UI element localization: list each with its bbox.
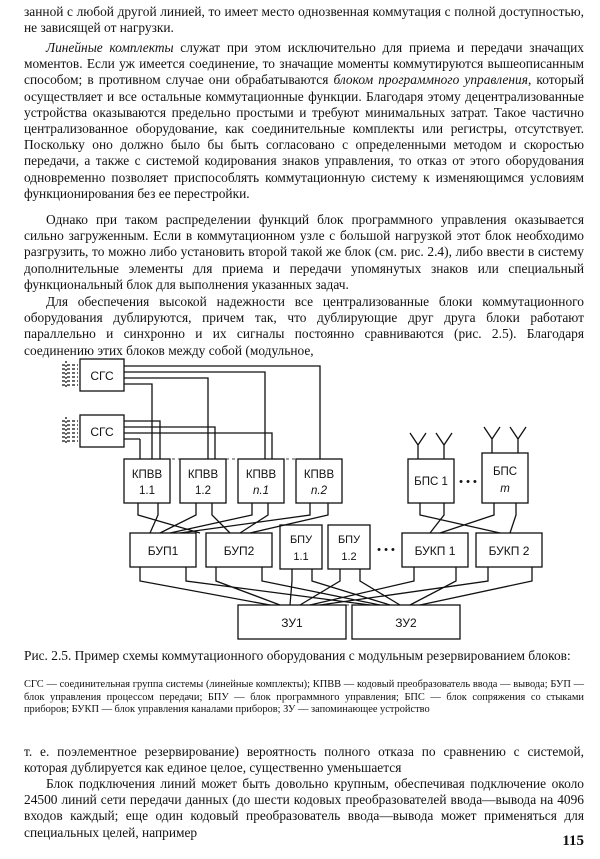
bpu-ellipsis: • • • <box>377 544 395 556</box>
kpvv-2-index: 1.2 <box>195 485 211 497</box>
bps-m-index: m <box>500 483 510 495</box>
term-linear-sets: Линейные комплекты <box>46 40 174 55</box>
zu-1-label: ЗУ1 <box>281 616 303 630</box>
sgs-2-label: СГС <box>90 425 114 439</box>
bps-ellipsis: • • • <box>459 476 477 488</box>
kpvv-1-index: 1.1 <box>139 485 155 497</box>
bpu-2-index: 1.2 <box>341 551 357 563</box>
sgs-1-label: СГС <box>90 369 114 383</box>
kpvv-bup-links <box>138 503 328 533</box>
kpvv-3-label: КПВВ <box>245 469 277 481</box>
figure-2-5-diagram <box>0 355 600 650</box>
bpu-1-index: 1.1 <box>293 551 309 563</box>
kpvv-4-index: n.2 <box>311 485 327 497</box>
bup-1-label: БУП1 <box>147 544 179 558</box>
figure-legend: СГС — соединительная группа системы (линейные комплекты); КПВВ — кодовый преобразователь ввода — вывода; БУП — блок управления процессом передачи; БПУ — блок программного управления; БПС — блок сопряжения со стыками приборов; БУКП — блок управления каналами приборов; ЗУ — запоминающее устройство <box>24 679 584 716</box>
body-paragraph-reliability: Для обеспечения высокой надежности все централизованные блоки коммутационного оборудования дублируются, причем так, что дублирующие друг друга блоки работают параллельно и синхронно и их сигналы постоянно сравниваются (рис. 2.5). Благодаря соединению этих блоков между собой (модульное, <box>24 294 584 358</box>
sgs-2-inputs <box>62 421 78 441</box>
sgs-1-inputs <box>62 365 78 385</box>
sgs-2-links <box>124 421 272 459</box>
linear-text-b: , который осуществляет и все остальные коммутационные функции. Благодаря этому децентрализованные устройства оказываются предельно простыми и требуют минимальных затрат. Такое частично централизованное оборудование, как соединительные комплекты или регистры, отсутствует. Поскольку оно должно было бы быть согласовано с определенными методом и скоростью передачи, а также с системой кодирования знаков управления, то отказ от этого оборудования одновременно позволяет приспособлять коммутационную систему к изменяющимся условиям функционирования без ее перестройки. <box>24 72 585 201</box>
bps-bukp-links <box>420 503 516 533</box>
term-program-control-block: блоком программного управления <box>333 72 528 88</box>
bps-m-antenna <box>484 427 526 453</box>
body-paragraph-load: Однако при таком распределении функций блок программного управления оказывается сильно загруженным. Если в коммутационном узле с большой нагрузкой этот блок необходимо разгрузить, то можно либо установить второй такой же блок (см. рис. 2.4), либо ввести в систему дополнительные элементы для приема и передачи упомянутых знаков или специальный функциональный блок для выполнения указанных задач. <box>24 212 584 292</box>
kpvv-4-label: КПВВ <box>303 469 335 481</box>
bps-1-antenna <box>410 433 452 459</box>
bukp-2-label: БУКП 2 <box>488 544 530 558</box>
linear-text-a: служат при этом исключительно для приема и передачи значащих моментов. Если уж имеется соединение, то значащие моменты коммутируются вышеописанным способом; в противном случае они обрабатываются <box>24 40 585 88</box>
zu-2-label: ЗУ2 <box>395 616 417 630</box>
bps-m-label: БПС <box>492 466 518 478</box>
bps-m-box <box>482 453 528 503</box>
body-paragraph-element-reserve: т. е. поэлементное резервирование) вероятность полного отказа по сравнению с системой, которая дублируется как единое целое, существенно уменьшается <box>24 744 584 776</box>
figure-caption: Рис. 2.5. Пример схемы коммутационного оборудования с модульным резервированием блоков: <box>24 648 571 663</box>
bpu-1-label: БПУ <box>289 534 313 546</box>
sgs-1-links <box>124 366 320 459</box>
bus-links <box>140 567 532 605</box>
body-paragraph-continuation: занной с любой другой линией, то имеет место однозвенная коммутация с полной доступностью, не зависящей от нагрузки. <box>24 4 584 36</box>
kpvv-2-label: КПВВ <box>187 469 219 481</box>
bukp-1-label: БУКП 1 <box>414 544 456 558</box>
kpvv-1-label: КПВВ <box>131 469 163 481</box>
page-number: 115 <box>562 833 584 849</box>
bpu-2-label: БПУ <box>337 534 361 546</box>
bup-2-label: БУП2 <box>223 544 255 558</box>
kpvv-3-index: n.1 <box>253 485 269 497</box>
body-paragraph-line-block: Блок подключения линий может быть довольно крупным, обеспечивая подключение около 24500 линий сети передачи данных (до шести кодовых преобразователей ввода—вывода на 4096 входов каждый; еще один кодовый преобразователь ввода—вывода может применяться для специальных целей, например <box>24 776 584 840</box>
body-paragraph-linear-sets <box>24 40 584 202</box>
bps-1-label: БПС 1 <box>414 476 448 488</box>
